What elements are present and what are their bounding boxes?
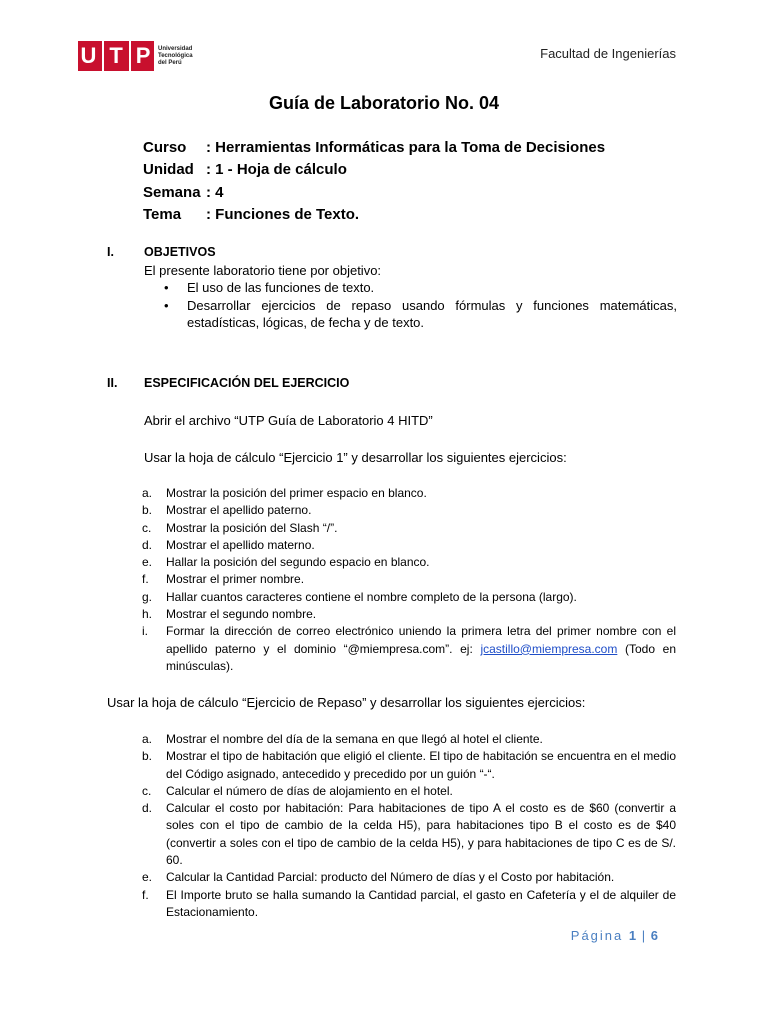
logo-letter-u: U (80, 43, 98, 68)
objective-bullet: • El uso de las funciones de texto. (144, 279, 677, 297)
sheet1-instruction: Usar la hoja de cálculo “Ejercicio 1” y desarrollar los siguientes ejercicios: (144, 450, 567, 465)
list-item-text: Mostrar el tipo de habitación que eligió el cliente. El tipo de habitación se encuentra en el medio del Código asignado, antecedido y precedido por un guión “-“. (166, 749, 676, 781)
list-marker: g. (142, 589, 153, 604)
list-marker: h. (142, 607, 153, 622)
list-marker: e. (142, 870, 153, 885)
document-title: Guía de Laboratorio No. 04 (268, 93, 500, 113)
list-item (142, 748, 676, 783)
exercise1-list (142, 485, 676, 675)
meta-value: : 1 - Hoja de cálculo (206, 161, 347, 179)
list-item (142, 800, 676, 869)
logo-letter-t: T (109, 43, 124, 68)
meta-key: Curso (143, 139, 187, 156)
open-file-instruction: Abrir el archivo “UTP Guía de Laboratorio 4 HITD” (144, 413, 433, 428)
meta-value: : Herramientas Informáticas para la Toma de Decisiones (206, 139, 606, 156)
email-example-link[interactable]: jcastillo@miempresa.com (480, 641, 618, 656)
page-separator: | (641, 928, 646, 943)
list-item (142, 606, 676, 623)
list-marker: f. (142, 887, 149, 902)
list-marker: c. (142, 520, 152, 535)
list-item (142, 783, 676, 800)
meta-row-tema (143, 204, 605, 226)
list-marker: a. (142, 732, 153, 746)
list-item-text: Mostrar la posición del Slash “/”. (166, 520, 338, 535)
list-item (142, 571, 676, 588)
logo-text-line: del Perú (158, 59, 182, 66)
section-heading (107, 244, 677, 262)
list-marker: c. (142, 783, 152, 798)
logo-separator (102, 41, 104, 71)
list-item-text: Mostrar la posición del primer espacio en blanco. (166, 486, 427, 500)
list-marker: a. (142, 486, 153, 500)
list-item-text: (Todo en minúsculas). (166, 641, 676, 673)
meta-key: Tema (143, 205, 182, 223)
total-pages: 6 (650, 928, 658, 943)
logo-letter-p: P (135, 43, 152, 68)
meta-row-curso (143, 137, 605, 159)
logo-separator (129, 41, 131, 71)
meta-key: Semana (143, 183, 201, 201)
meta-row-unidad (143, 159, 605, 181)
list-marker: f. (142, 572, 149, 587)
page-footer (571, 928, 658, 943)
list-item-text: Hallar la posición del segundo espacio en blanco. (166, 555, 430, 570)
list-item-text: El Importe bruto se halla sumando la Cantidad parcial, el gasto en Cafetería y el de alquiler de Estacionamiento. (166, 887, 676, 919)
course-info (143, 137, 605, 226)
exercise2-list (142, 731, 676, 921)
list-item (142, 731, 676, 748)
list-item-text: Formar la dirección de correo electrónico uniendo la primera letra del primer nombre con el apellido paterno y el dominio “@miempresa.com”. ej: (166, 624, 676, 656)
logo-mark (78, 41, 154, 71)
objectives-intro: El presente laboratorio tiene por objetivo: (144, 262, 382, 278)
list-item-text: Calcular el costo por habitación: Para habitaciones de tipo A el costo es de $60 (convertir a soles con el tipo de cambio de la celda H5), para habitaciones tipo B el costo es de $40 (convertir a soles con el tipo de cambio de la celda H5), y para habitaciones de tipo C es de S/. 60. (166, 801, 676, 868)
list-item (142, 887, 676, 922)
logo-text-line: Universidad (158, 45, 193, 52)
list-item-text: Hallar cuantos caracteres contiene el nombre completo de la persona (largo). (166, 589, 577, 604)
objective-bullet: • Desarrollar ejercicios de repaso usando fórmulas y funciones matemáticas, estadísticas, lógicas, de fecha y de texto. (144, 297, 677, 332)
list-marker: b. (142, 749, 153, 764)
objectives-section (107, 244, 677, 332)
logo-text-line: Tecnológica (158, 52, 193, 59)
list-item (142, 502, 676, 519)
meta-value: : 4 (206, 183, 224, 201)
logo-wordmark (158, 46, 193, 67)
objectives-list (107, 279, 677, 332)
utp-logo (78, 41, 193, 71)
list-item (142, 554, 676, 571)
section-title: ESPECIFICACIÓN DEL EJERCICIO (144, 376, 350, 390)
list-item (142, 869, 676, 886)
list-item-text: Mostrar el segundo nombre. (166, 607, 317, 622)
list-marker: d. (142, 537, 153, 552)
section-number: I. (107, 245, 114, 259)
list-marker: e. (142, 555, 153, 570)
list-item-text: Mostrar el apellido paterno. (166, 503, 312, 518)
list-item (142, 623, 676, 675)
list-marker: d. (142, 801, 153, 816)
spec-section-heading (107, 375, 349, 393)
section-number: II. (107, 376, 118, 390)
faculty-label: Facultad de Ingenierías (540, 46, 676, 61)
list-item-text: Mostrar el primer nombre. (166, 572, 305, 587)
meta-key: Unidad (143, 161, 194, 179)
list-item-text: Mostrar el apellido materno. (166, 537, 315, 552)
meta-row-semana (143, 182, 605, 204)
list-item (142, 485, 676, 502)
list-item (142, 520, 676, 537)
list-marker: b. (142, 503, 153, 518)
list-item (142, 537, 676, 554)
list-marker: i. (142, 624, 148, 639)
meta-value: : Funciones de Texto. (206, 205, 360, 223)
list-item-text: Calcular el número de días de alojamiento en el hotel. (166, 783, 453, 798)
page-label: Página (570, 928, 624, 943)
list-item-text: Calcular la Cantidad Parcial: producto del Número de días y el Costo por habitación. (166, 870, 615, 885)
sheet2-instruction: Usar la hoja de cálculo “Ejercicio de Repaso” y desarrollar los siguientes ejercicios: (107, 695, 586, 710)
section-title: OBJETIVOS (144, 245, 216, 259)
list-item (142, 589, 676, 606)
current-page-number: 1 (628, 928, 637, 943)
list-item-text: Mostrar el nombre del día de la semana en que llegó al hotel el cliente. (166, 732, 543, 746)
